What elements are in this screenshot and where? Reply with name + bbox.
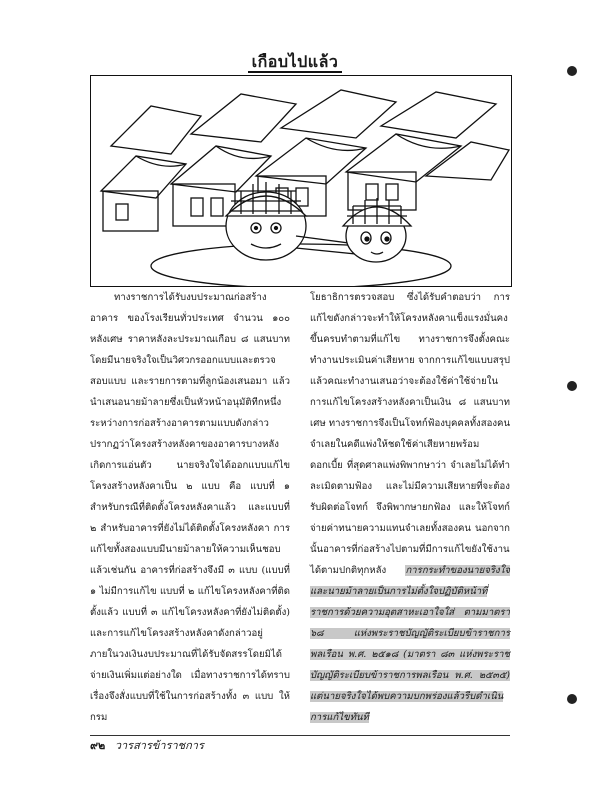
page [60,42,530,762]
paragraph-text: โยธาธิการตรวจสอบ ซึ่งได้รับคำตอบว่า การแก้ไขดังกล่าวจะทำให้โครงหลังคาแข็งแรงมั่นคงขึ้นครบทำตามที่แก้ไข ทางราชการจึงตั้งคณะทำงานประเมินค่าเสียหาย จากการแก้ไขแบบสรุปแล้วคณะทำงานเสนอว่าจะต้องใช้ค่าใช้จ่ายในการแก้ไขโครงสร้างหลังคาเป็นเงิน ๘ แสนบาทเศษ ทางราชการจึงเป็นโจทก์ฟ้องบุคคลทั้งสองคนจำเลยในคดีแพ่งให้ชดใช้ค่าเสียหายพร้อมดอกเบี้ย ที่สุดศาลแพ่งพิพากษาว่า จำเลยไม่ได้ทำละเมิดตามฟ้อง และไม่มีความเสียหายที่จะต้องรับผิดต่อโจทก์ จึงพิพากษายกฟ้อง และให้โจทก์จ่ายค่าทนายความแทนจำเลยทั้งสองคน นอกจากนั้นอาคารที่ก่อสร้างไปตามที่มีการแก้ไขยังใช้งานได้ตามปกติทุกหลัง [310,292,511,576]
binder-hole [567,694,577,704]
page-footer [90,735,510,756]
article-title: เกือบไปแล้ว [60,50,530,75]
paragraph [310,287,510,728]
publication-name: วารสารข้าราชการ [114,739,204,752]
column-right [310,287,510,728]
binder-hole [567,66,577,76]
page-number: ๙๒ [90,739,106,752]
cartoon-illustration [90,75,512,287]
binder-hole [567,381,577,391]
cartoon-drawing [91,76,511,286]
article-body [90,287,510,737]
highlighted-text: การกระทำของนายจริงใจและนายม้าลายเป็นการไม่ตั้งใจปฏิบัติหน้าที่ราชการด้วยความอุตสาหะเอาใจใส่ ตามมาตรา ๖๘ แห่งพระราชบัญญัติระเบียบข้าราชการพลเรือน พ.ศ. ๒๕๑๘ (มาตรา ๘๓ แห่งพระราชบัญญัติระเบียบข้าราชการพลเรือน พ.ศ. ๒๕๓๕) แต่นายจริงใจได้พบความบกพร่องแล้วรีบดำเนินการแก้ไขทันที [310,565,510,723]
column-left [90,287,290,728]
paragraph: ทางราชการได้รับงบประมาณก่อสร้างอาคาร ของโรงเรียนทั่วประเทศ จำนวน ๑๐๐ หลังเศษ ราคาหลังละประมาณเกือบ ๘ แสนบาท โดยมีนายจริงใจเป็นวิศวกรออกแบบและตรวจสอบแบบ และรายการตามที่ลูกน้องเสนอมา แล้วนำเสนอนายม้าลายซึ่งเป็นหัวหน้าอนุมัติทีกหนึ่ง ระหว่างการก่อสร้างอาคารตามแบบดังกล่าว ปรากฏว่าโครงสร้างหลังคาของอาคารบางหลังเกิดการแอ่นตัว นายจริงใจได้ออกแบบแก้ไขโครงสร้างหลังคาเป็น ๒ แบบ คือ แบบที่ ๑ สำหรับกรณีที่ติดตั้งโครงหลังคาแล้ว และแบบที่ ๒ สำหรับอาคารที่ยังไม่ได้ติดตั้งโครงหลังคา การแก้ไขทั้งสองแบบมีนายม้าลายให้ความเห็นชอบแล้วเช่นกัน อาคารที่ก่อสร้างจึงมี ๓ แบบ (แบบที่ ๑ ไม่มีการแก้ไข แบบที่ ๒ แก้ไขโครงหลังคาที่ติดตั้งแล้ว แบบที่ ๓ แก้ไขโครงหลังคาที่ยังไม่ติดตั้ง) และการแก้ไขโครงสร้างหลังคาดังกล่าวอยู่ภายในวงเงินงบประมาณที่ได้รับจัดสรรโดยมิได้จ่ายเงินเพิ่มแต่อย่างใด เมื่อทางราชการได้ทราบเรื่องจึงสั่งแบบที่ใช้ในการก่อสร้างทั้ง ๓ แบบ ให้กรม [90,292,290,723]
